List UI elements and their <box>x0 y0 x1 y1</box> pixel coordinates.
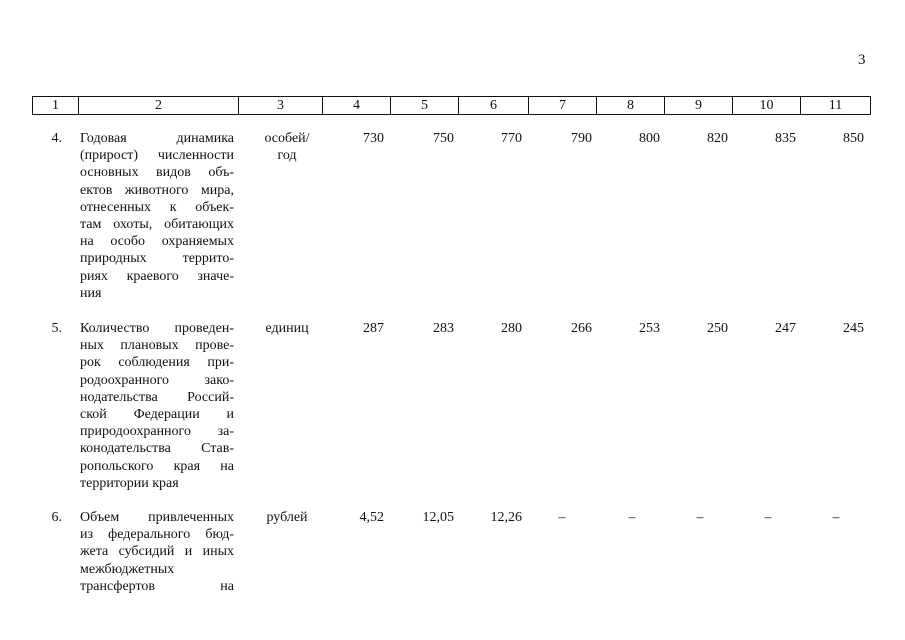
indicator-name-line: ропольского края на <box>80 458 234 474</box>
value-col-10: 835 <box>775 131 796 146</box>
column-header-5: 5 <box>391 97 459 115</box>
unit-line: единиц <box>265 321 309 336</box>
indicator-name-line: родоохранного зако- <box>80 372 234 388</box>
indicator-name-line: Количество проведен- <box>80 321 234 336</box>
page-number: 3 <box>858 52 866 68</box>
unit-line: год <box>277 148 297 164</box>
row-number: 5. <box>51 321 62 336</box>
indicator-name-line: ектов животного мира, <box>80 182 234 198</box>
value-col-6: 280 <box>501 321 522 336</box>
row-number: 4. <box>51 131 62 146</box>
value-col-9: – <box>696 510 704 525</box>
value-col-5: 750 <box>433 131 454 146</box>
unit-line: особей/ <box>264 131 310 146</box>
value-col-8: 253 <box>639 321 660 336</box>
indicator-name-line: ской Федерации и <box>80 407 234 423</box>
indicator-name-line: отнесенных к объек- <box>80 199 234 215</box>
value-col-10: – <box>764 510 772 525</box>
value-col-8: – <box>628 510 636 525</box>
value-col-4: 730 <box>363 131 384 146</box>
column-header-8: 8 <box>597 97 665 115</box>
indicator-name-line: межбюджетных <box>80 561 175 577</box>
indicator-name-line: (прирост) численности <box>80 148 234 164</box>
unit-of-measure <box>254 320 320 337</box>
column-header-2: 2 <box>79 97 239 115</box>
value-col-9: 820 <box>707 131 728 146</box>
column-header-3: 3 <box>239 97 323 115</box>
indicator-name-line: основных видов объ- <box>80 165 234 181</box>
value-col-7: – <box>558 510 566 525</box>
column-number-header <box>32 96 871 115</box>
indicator-name-line: природных террито- <box>80 251 234 267</box>
column-header-7: 7 <box>529 97 597 115</box>
value-col-4: 4,52 <box>359 510 384 525</box>
value-col-8: 800 <box>639 131 660 146</box>
indicator-name-line: риях краевого значе- <box>80 268 234 284</box>
value-col-5: 12,05 <box>422 510 454 525</box>
unit-of-measure <box>254 130 320 164</box>
indicator-name <box>80 320 234 492</box>
value-col-6: 12,26 <box>490 510 522 525</box>
value-col-11: – <box>832 510 840 525</box>
value-col-9: 250 <box>707 321 728 336</box>
value-col-5: 283 <box>433 321 454 336</box>
unit-of-measure <box>254 509 320 526</box>
column-header-9: 9 <box>665 97 733 115</box>
column-header-11: 11 <box>801 97 871 115</box>
column-header-4: 4 <box>323 97 391 115</box>
indicator-name-line: природоохранного за- <box>80 424 234 440</box>
indicator-name-line: конодательства Став- <box>80 441 234 457</box>
row-number: 6. <box>51 510 62 525</box>
indicator-name-line: на особо охраняемых <box>80 234 234 250</box>
indicator-name-line: ния <box>80 285 102 301</box>
value-col-6: 770 <box>501 131 522 146</box>
value-col-4: 287 <box>363 321 384 336</box>
column-header-10: 10 <box>733 97 801 115</box>
value-col-11: 245 <box>843 321 864 336</box>
indicator-name-line: нодательства Россий- <box>80 389 234 405</box>
unit-line: рублей <box>266 510 308 525</box>
value-col-7: 790 <box>571 131 592 146</box>
indicator-name <box>80 509 234 595</box>
indicator-name-line: ных плановых прове- <box>80 338 234 354</box>
indicator-name-line: Объем привлеченных <box>80 510 234 525</box>
column-header-1: 1 <box>33 97 79 115</box>
indicator-name-line: рок соблюдения при- <box>80 355 234 371</box>
indicator-name-line: территории края <box>80 475 179 491</box>
indicator-name <box>80 130 234 302</box>
indicator-name-line: там охоты, обитающих <box>80 217 234 233</box>
value-col-10: 247 <box>775 321 796 336</box>
indicator-name-line: из федерального бюд- <box>80 527 234 543</box>
value-col-11: 850 <box>843 131 864 146</box>
indicator-name-line: Годовая динамика <box>80 131 234 146</box>
indicator-name-line: жета субсидий и иных <box>80 544 234 560</box>
indicator-name-line: трансфертов на <box>80 578 234 594</box>
column-header-6: 6 <box>459 97 529 115</box>
value-col-7: 266 <box>571 321 592 336</box>
